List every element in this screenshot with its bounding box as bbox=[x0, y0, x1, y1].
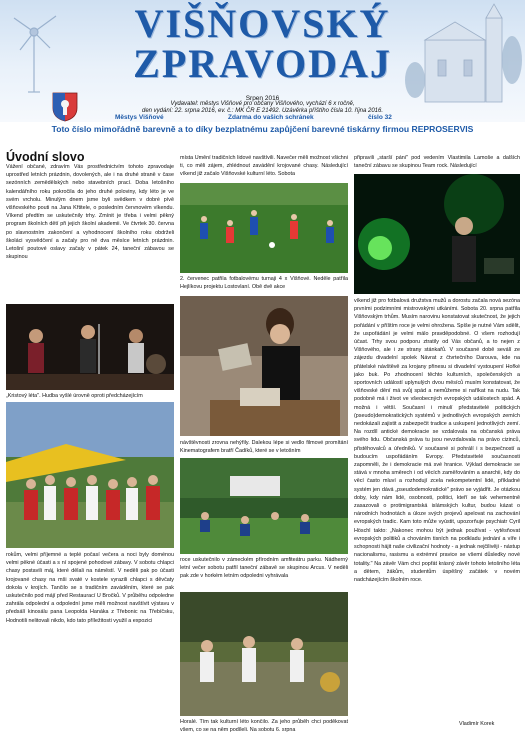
color-print-banner: Toto číslo mimořádně barevně a to díky bezplatnému zapůjčení barevné tiskárny firmou REPROSERVIS bbox=[51, 124, 474, 134]
article-col1-top: Vážení občané, zdravím Vás prostřednictvím tohoto zpravodaje uprostřed letních prázdnin, dovolených, ale i na druhé straně v čase sezónních zemědělských nebo stavebních prací. Doba letošního kalendářního roku pokročila do jeho druhé poloviny, kdy léto je ve svém vrcholu. Minulým dnem jsme byli svědkem v dobré pívě višňovského pouti na Jana Křtitele, o posledním červnovém víkendu. Víkend předtím se uskutečnily trhy. Zmínit je třeba i velmi pěkný program školních dětí při jejich školní akademii. Ve čtvrtek 30. června po slavnostním zakončení a vyhodnocení školního roku obdrželi školáci vysvědčení a začaly pro ně dva měsíce letních prázdnin. Letošní poutové oslavy začaly v pátek 24, taneční zábavou se skupinou bbox=[6, 164, 174, 261]
photo-caption-col2: 2. červenec patřila fotbalovému turnaji 4 x Višňové. Neděle patřila Hejlíkovu projektu Lostovlaní. Obě dvě akce bbox=[180, 276, 348, 291]
photo-park-event bbox=[180, 458, 348, 554]
coat-of-arms-icon bbox=[52, 92, 78, 122]
issue-number: číslo 32 bbox=[368, 114, 392, 121]
photo-caption-col1: „Kristový léta". Hudba vyšlé úrovně oproti předcházejícím bbox=[6, 393, 143, 399]
photo-band-stage bbox=[180, 592, 348, 716]
article-col2-bottom-top: roce uskutečnilo v zámeckém přírodním amfiteátru parku. Nádherný letní večer sobotu patřil taneční zábavě se skupinou Arcus. V neděli pak zde v horkém letním odpoledni vyhrávala bbox=[180, 557, 348, 580]
photo-dj-green-lights bbox=[354, 174, 520, 294]
photo-football-match bbox=[180, 183, 348, 273]
photo-theatre-reading bbox=[180, 296, 348, 436]
masthead bbox=[0, 0, 525, 122]
article-col2-mid: návštěvnosti zrovna nehýřily. Dalekou lépe si vedlo filmové promítání Kinematografem bratří Čadíků, které se v letošním bbox=[180, 440, 348, 455]
title-line-1: VIŠŇOVSKÝ bbox=[134, 1, 391, 46]
publisher-line-2: den vydání: 22. srpna 2016, ev. č.: MK ČR E 21492. Uzávěrka příštího čísla 10. října 2016. bbox=[141, 108, 384, 114]
article-col2-bottom: Horalé. Tím tak kulturní léto končilo. Za jeho průběh chci poděkovat všem, co se na něm podíleli. Na sobotu 6. srpna bbox=[180, 719, 348, 734]
publisher-line-1: Vydavatel: městys Višňové pro občany Višňového, vychází 6 x ročně, bbox=[170, 101, 355, 107]
article-col3-top: připravili „starší páni" pod vedením Vlastimila Lamoše a dalších taneční zábavu se skupinou Team rock. Následující bbox=[354, 155, 520, 170]
photo-folk-dancers bbox=[6, 402, 174, 548]
author-signature: Vladimír Korek bbox=[459, 721, 495, 727]
section-heading: Úvodní slovo bbox=[6, 150, 85, 164]
article-col3-text: víkend již pro fotbalová družstva mužů a dorostu začala nová sezóna prvními podzimními mistrovskými utkáními. Sobota 20. srpna patřila Višňovským trhům. Musím narovinu konstatovat skutečnost, že jejich pořádání v příštím roce je velmi ohrožena. Spíše je nutné Vám sdělit, že uspořádání je velmi málo pravděpodobné. O všem rozhodují účast. Trhy svou podporu ztratily od Vás občanů, a to nejen z Višňového, ale i ze strany stánkařů. V současné době seválí ze zájezdu divadelní spolek Návrat z čtvrtečního Darouva, kde na přátelské návštěvě za krojany přinesu si divadelní vystoupení Hořké jako buk. Po zhodnocení těchto kulturních, společenských a sportovních událostí uplynulých dvou měsíců musím konstatovat, že višňovské dění má svůj spád a nemůžeme si naříkat na nudu. Tak podobně má i život ve všeobecných evropských událostech spád. A možná i větší. Současní i minulí představitelé politických (pseudo)demokratických systémů v jednotlivých evropských zemích nedokázali zajistit a zabezpečit tradice a uskupení jednotlivých zemí. Na rozdíl antické demokracie se vzdalovala na občanská práva svého lidu. Občanská práva tu jsou nevzdalovala na právo cizinců, přistěhovalců a úředníků. V současné si pohrálí i s bezpečností a budoucím uspořádáním Evropy. Představitelé současnosti zapomněli, že i demokracie má své hranice. Výklad demokracie se stává v mnoha směrech i od věcích zaměřováním a anarchii, kdy do věcí často mluví a rozhodují zcela nekompetentní lidé, příkladné systém jen dává „pseudodemokratické" právo se vyjádřit. Je otázkou doby, kdy nám lidé, osobnosti, politici, kteří se tak vehementně zasazovali o protimigrantská islámských kultur, budou kázat o národních hodnotách a úloze svých projevů apelovat na zachování evropských tradic. Kam toto může vyústit, upozorňuje psychiatr Cyril Höschl takto: „Nakonec mohou být jednak používat - vytěsňovat evropských politiků a chováním tisních na podkladu jednání a víře i schopnosti hájit naše civilizační hodnoty - a jednak nejčilivěji - nástup nacionalismu, rasismu a extrémní pravice se všemi důsledky nové totality." Na závěr Vám chci popřát krásný závěr tohoto letošního léta a dětem, žákům, studentům úspěšný začátek v novém nadcházejícím školním roce. bbox=[354, 298, 520, 583]
issue-date: Srpen 2016 bbox=[245, 95, 280, 102]
title-line-2: ZPRAVODAJ bbox=[133, 41, 392, 86]
article-col2-top: místa Umění tradičních lidové navštívili. Navečer měli možnost všichni ti, co měli zájem, zhlédnout zavádění krojované chasy. Následující víkend již začalo Višňovské kulturní léto. Sobota bbox=[180, 155, 348, 178]
free-label: Zdarma do vašich schránek bbox=[228, 114, 314, 121]
photo-band-concert bbox=[6, 304, 174, 390]
article-col1-bottom: rokům, velmi příjemné a teplé počasí večera a noci byly doménou velmi pěkné účasti a s ní spojené pohodové zábavy. V sobotu chlapci chasy postavili máj, které dělali na náměstí. V neděli pak po účasti krojované chasy na mši svaté v kostele vyrazili chlapci s děvčaty dokola v krojích. Tančilo se s tradičním zaváděním, které se pak uskutečnilo pod májí před Restaurací U Bročků. V průběhu odpoledne zahrála odpolední a odpolední jsme měli možnost navštívit výstavu v předsálí kinosálu pana Leopolda Hanáka z Třebonic na Třebíčsku, Hodnotili nelitovali nikdo, kdo tato příležitosti využil a expozici bbox=[6, 552, 174, 624]
mesto-label: Městys Višňové bbox=[115, 114, 164, 121]
